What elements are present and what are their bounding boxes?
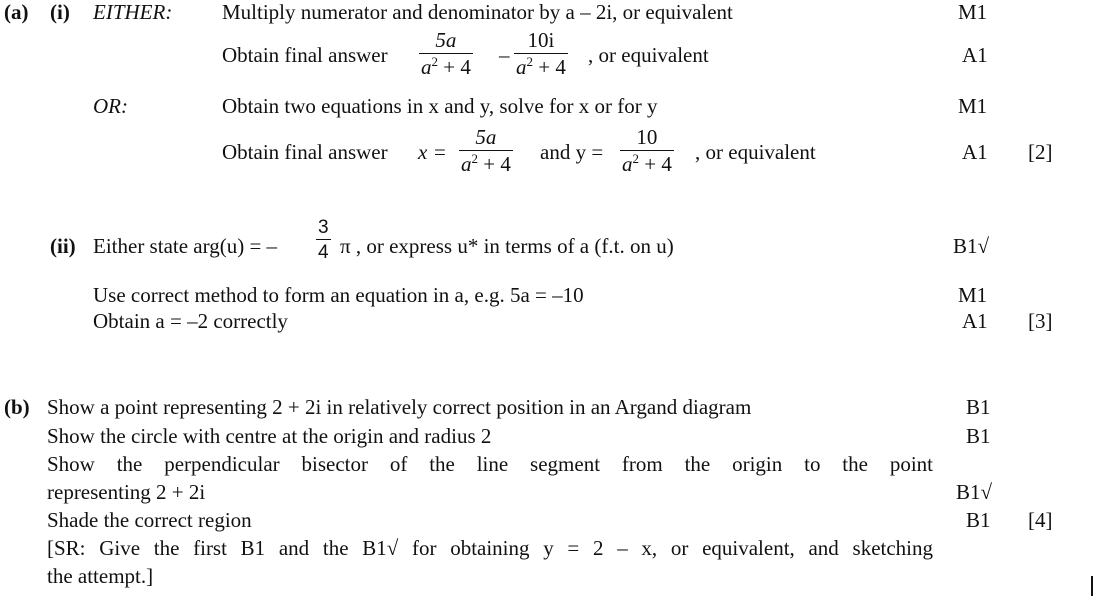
fraction-x-value xyxy=(459,127,513,175)
fraction-numerator: 5a xyxy=(435,28,457,52)
den-exponent: 2 xyxy=(632,151,639,166)
b-line1: Show a point representing 2 + 2i in relatively correct position in an Argand diagram xyxy=(47,395,752,419)
either-line2-prefix: Obtain final answer xyxy=(222,43,388,67)
mark-aii-2: M1 xyxy=(958,283,988,307)
aii-line3: Obtain a = –2 correctly xyxy=(93,309,288,333)
x-equals: x = xyxy=(418,140,447,164)
den-rest: + 4 xyxy=(438,55,471,79)
mark-aii-3: A1 xyxy=(962,309,988,333)
b-line7: the attempt.] xyxy=(47,564,154,588)
or-line2-suffix: , or equivalent xyxy=(695,140,816,164)
den-rest: + 4 xyxy=(533,55,566,79)
and-y-equals: and y = xyxy=(540,140,604,164)
fraction-denominator xyxy=(419,53,473,78)
b-line3: Show the perpendicular bisector of the line segment from the origin to the point xyxy=(47,452,933,476)
b-line6: [SR: Give the first B1 and the B1√ for obtaining y = 2 – x, or equivalent, and sketching xyxy=(47,536,933,560)
mark-b-1: B1 xyxy=(966,395,991,419)
total-a-i: [2] xyxy=(1028,140,1053,164)
den-base: a xyxy=(461,152,472,176)
fraction-numerator: 10i xyxy=(527,28,555,52)
b-line4: representing 2 + 2i xyxy=(47,480,206,504)
text-cursor xyxy=(1091,576,1093,596)
mark-a-or-1: M1 xyxy=(958,94,988,118)
mark-b-2: B1 xyxy=(966,424,991,448)
or-line2-prefix: Obtain final answer xyxy=(222,140,388,164)
fraction-numerator: 3 xyxy=(318,217,329,238)
fraction-denominator xyxy=(620,150,674,175)
den-base: a xyxy=(421,55,432,79)
den-base: a xyxy=(622,152,633,176)
den-base: a xyxy=(516,55,527,79)
fraction-numerator: 10 xyxy=(636,125,658,149)
either-label: EITHER: xyxy=(93,0,173,24)
mark-a-or-2: A1 xyxy=(962,140,988,164)
mark-b-3: B1√ xyxy=(956,480,993,504)
mark-b-4: B1 xyxy=(966,508,991,532)
b-line2: Show the circle with centre at the origin and radius 2 xyxy=(47,424,492,448)
part-a-label: (a) xyxy=(4,0,29,24)
either-line1: Multiply numerator and denominator by a – 2i, or equivalent xyxy=(222,0,733,24)
part-b-label: (b) xyxy=(4,395,30,419)
fraction-denominator xyxy=(459,150,513,175)
fraction-5a-over-a2-plus-4 xyxy=(419,30,473,78)
fraction-y-value xyxy=(620,127,674,175)
total-a-ii: [3] xyxy=(1028,309,1053,333)
total-b: [4] xyxy=(1028,508,1053,532)
or-label: OR: xyxy=(93,94,128,118)
either-line2-suffix: , or equivalent xyxy=(588,43,709,67)
part-a-i-label: (i) xyxy=(50,0,70,24)
or-line1: Obtain two equations in x and y, solve for x or for y xyxy=(222,94,658,118)
fraction-denominator xyxy=(514,53,568,78)
fraction-10i-over-a2-plus-4 xyxy=(514,30,568,78)
fraction-3-over-4 xyxy=(316,218,331,262)
b-line5: Shade the correct region xyxy=(47,508,252,532)
mark-a-either-1: M1 xyxy=(958,0,988,24)
mark-aii-1: B1√ xyxy=(953,234,990,258)
part-a-ii-label: (ii) xyxy=(50,234,76,258)
fraction-numerator: 5a xyxy=(475,125,497,149)
aii-line1-prefix: Either state arg(u) = – xyxy=(93,234,278,258)
den-rest: + 4 xyxy=(639,152,672,176)
aii-line2: Use correct method to form an equation in a, e.g. 5a = –10 xyxy=(93,283,584,307)
fraction-denominator: 4 xyxy=(316,239,331,262)
den-rest: + 4 xyxy=(478,152,511,176)
minus-sign: – xyxy=(499,43,510,67)
den-exponent: 2 xyxy=(431,54,438,69)
mark-a-either-2: A1 xyxy=(962,43,988,67)
den-exponent: 2 xyxy=(526,54,533,69)
aii-line1-suffix: π , or express u* in terms of a (f.t. on u) xyxy=(340,234,674,258)
den-exponent: 2 xyxy=(471,151,478,166)
